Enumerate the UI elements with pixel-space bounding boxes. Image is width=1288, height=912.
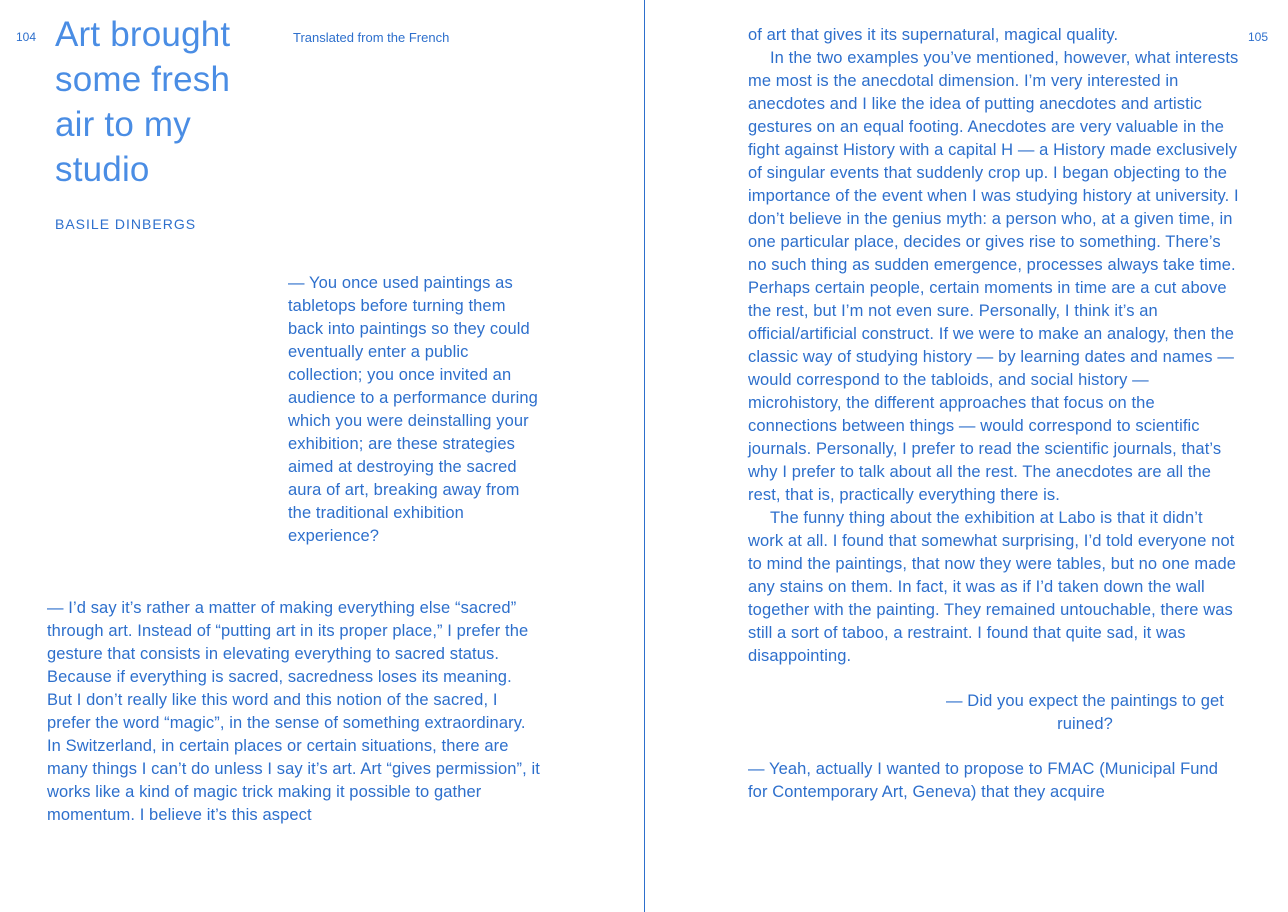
- article-title: Art brought some fresh air to my studio: [55, 15, 231, 189]
- interviewee-answer-right: — Yeah, actually I wanted to propose to FMAC (Municipal Fund for Contemporary Art, Geneva) that they acquire: [748, 760, 1219, 801]
- paragraph-anecdotes: In the two examples you’ve mentioned, however, what interests me most is the anecdotal dimension. I’m very interested in anecdotes and I like the idea of putting anecdotes and artistic gestures on an equal footing. Anecdotes are very valuable in the fight against History with a capital H — a History made exclusively of singular events that suddenly crop up. I began objecting to the importance of the event when I was studying history at university. I don’t believe in the genius myth: a person who, at a given time, in one particular place, decides or gives rise to something. There’s no such thing as sudden emergence, processes always take time. Perhaps certain people, certain moments in time are a cut above the rest, but I’m not even sure. Personally, I think it’s an official/artificial construct. If we were to make an analogy, then the classic way of studying history — by learning dates and names — would correspond to the tabloids, and social history — microhistory, the different approaches that focus on the connections between things — would correspond to scientific journals. Personally, I prefer to read the scientific journals, that’s why I prefer to talk about all the rest. The anecdotes are all the rest, that is, practically everything there is.: [748, 49, 1239, 504]
- paragraph-labo-exhibition: The funny thing about the exhibition at Labo is that it didn’t work at all. I found that somewhat surprising, I’d told everyone not to mind the paintings, that now they were tables, but no one made any stains on them. In fact, it was as if I’d taken down the wall together with the painting. They remained untouchable, there was still a sort of taboo, a restraint. I found that quite sad, it was disappointing.: [748, 509, 1237, 665]
- interviewer-question-right: — Did you expect the paintings to get ruined?: [946, 692, 1224, 733]
- paragraph-continued: of art that gives it its supernatural, magical quality.: [748, 26, 1119, 44]
- interviewer-question-left: — You once used paintings as tabletops before turning them back into paintings so they could eventually enter a public collection; you once invited an audience to a performance during which you were deinstalling your exhibition; are these strategies aimed at destroying the sacred aura of art, breaking away from the traditional exhibition experience?: [288, 274, 538, 545]
- author-name: BASILE DINBERGS: [55, 216, 197, 232]
- page-number-right: 105: [1248, 30, 1269, 44]
- translation-note: Translated from the French: [293, 30, 450, 45]
- page-divider-line: [644, 0, 645, 912]
- page-number-left: 104: [16, 30, 37, 44]
- right-text-column: [748, 24, 1242, 804]
- interviewee-answer-left: — I’d say it’s rather a matter of making everything else “sacred” through art. Instead of “putting art in its proper place,” I prefer the gesture that consists in elevating everything to sacred status. Because if everything is sacred, sacredness loses its meaning. But I don’t really like this word and this notion of the sacred, I prefer the word “magic”, in the sense of something extraordinary. In Switzerland, in certain places or certain situations, there are many things I can’t do unless I say it’s art. Art “gives permission”, it works like a kind of magic trick making it possible to gather momentum. I believe it’s this aspect: [47, 599, 540, 824]
